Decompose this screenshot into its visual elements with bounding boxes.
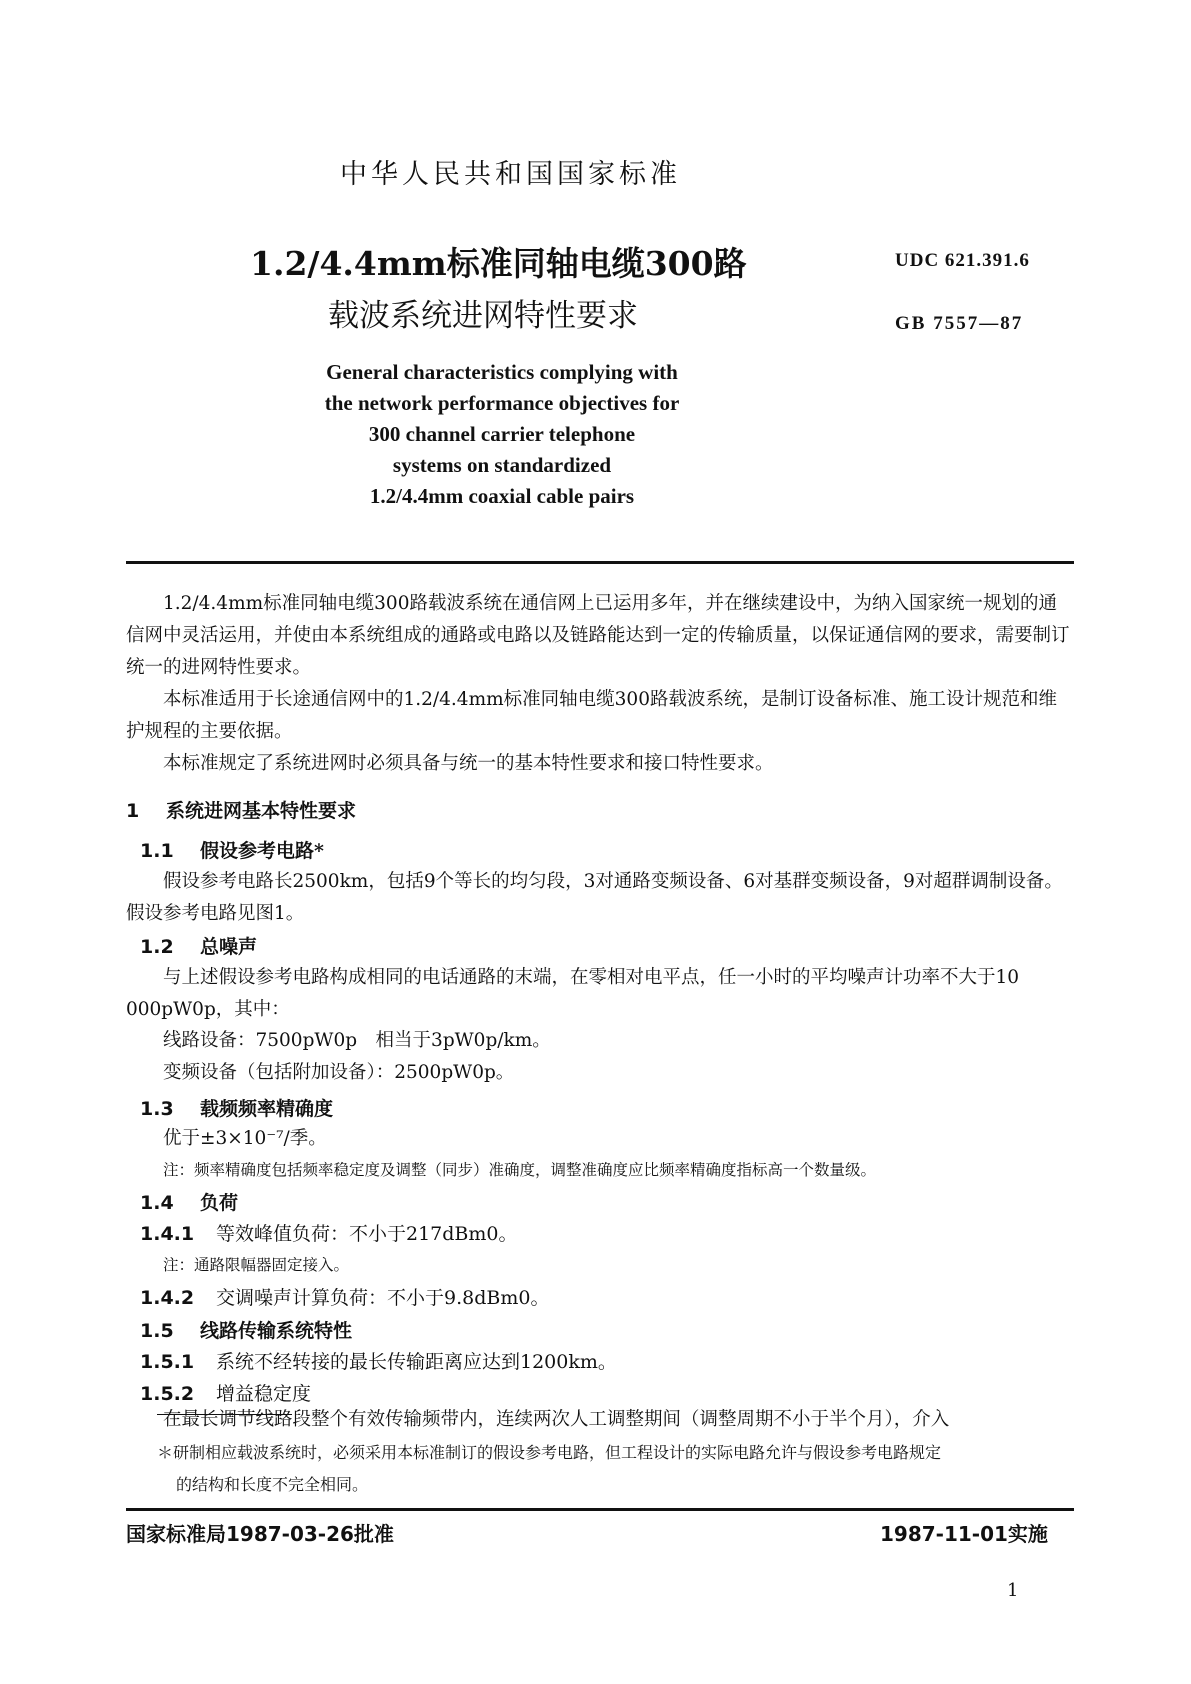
section-1-1-body: 假设参考电路长2500km，包括9个等长的均匀段，3对通路变频设备、6对基群变频设备，9对超群调制设备。假设参考电路见图1。 [126,871,1063,924]
section-text: 增益稳定度 [216,1383,312,1405]
footnote-line-2: 的结构和长度不完全相同。 [176,1475,369,1494]
approval-date: 国家标准局1987-03-26批准 [126,1522,394,1546]
section-1-4-2-item [140,1283,549,1310]
english-title-line: 300 channel carrier telephone [368,422,636,446]
section-1-3-heading [140,1094,333,1121]
footnote-line-1: ＊研制相应载波系统时，必须采用本标准制订的假设参考电路，但工程设计的实际电路允许与假设参考电路规定 [157,1443,942,1462]
intro-paragraph-2: 本标准适用于长途通信网中的1.2/4.4mm标准同轴电缆300路载波系统，是制订设备标准、施工设计规范和维护规程的主要依据。 [126,689,1057,742]
section-1-5-2-item [140,1379,311,1406]
section-number: 1 [126,800,140,822]
title-line-2: 载波系统进网特性要求 [328,298,638,334]
section-1-5-1-item [140,1347,617,1374]
section-1-2-line-equipment: 线路设备：7500pW0p 相当于3pW0p/km。 [163,1030,551,1051]
section-1-heading [126,796,356,823]
english-title-line: 1.2/4.4mm coaxial cable pairs [369,484,635,508]
udc-code: UDC 621.391.6 [895,250,1030,271]
english-title-line: systems on standardized [392,453,612,477]
section-title: 线路传输系统特性 [200,1320,353,1342]
section-1-4-1-item [140,1219,518,1246]
section-title: 假设参考电路* [200,840,324,862]
title-line-1: 1.2/4.4mm标准同轴电缆300路 [250,244,747,283]
section-number: 1.5.1 [140,1351,195,1373]
section-1-1-heading [140,836,324,863]
section-1-2-conversion-equipment: 变频设备（包括附加设备）：2500pW0p。 [163,1062,515,1083]
section-number: 1.1 [140,840,174,862]
section-number: 1.4.1 [140,1223,195,1245]
section-number: 1.5.2 [140,1383,195,1405]
footnote-divider [157,1414,292,1415]
section-number: 1.5 [140,1320,174,1342]
nation-standard-heading: 中华人民共和国国家标准 [340,159,681,190]
intro-paragraph-3: 本标准规定了系统进网时必须具备与统一的基本特性要求和接口特性要求。 [163,753,774,774]
intro-paragraph-1: 1.2/4.4mm标准同轴电缆300路载波系统在通信网上已运用多年，并在继续建设中，为纳入国家统一规划的通信网中灵活运用，并使由本系统组成的通路或电路以及链路能达到一定的传输质量，以保证通信网的要求，需要制订统一的进网特性要求。 [126,593,1070,678]
section-number: 1.2 [140,936,174,958]
section-1-5-2-body: 在最长调节线路段整个有效传输频带内，连续两次人工调整期间（调整周期不小于半个月），介入 [163,1409,950,1430]
section-1-2-body: 与上述假设参考电路构成相同的电话通路的末端，在零相对电平点，任一小时的平均噪声计功率不大于10 000pW0p，其中： [126,967,1020,1020]
section-1-5-heading [140,1316,352,1343]
footer-divider [126,1508,1074,1511]
page-number: 1 [1007,1580,1019,1601]
section-number: 1.4.2 [140,1287,195,1309]
english-title-line: the network performance objectives for [324,391,680,415]
section-1-4-1-note: 注：通路限幅器固定接入。 [163,1256,350,1274]
section-text: 系统不经转接的最长传输距离应达到1200km。 [216,1351,617,1373]
header-divider [126,561,1074,564]
section-1-2-heading [140,932,257,959]
section-1-4-heading [140,1188,238,1215]
section-title: 负荷 [200,1192,239,1214]
section-number: 1.4 [140,1192,174,1214]
section-title: 系统进网基本特性要求 [166,800,357,822]
section-text: 等效峰值负荷：不小于217dBm0。 [216,1223,518,1245]
section-1-3-body: 优于±3×10⁻⁷/季。 [163,1128,327,1149]
english-title-line: General characteristics complying with [326,360,678,384]
gb-code: GB 7557—87 [895,313,1024,334]
section-1-3-note: 注：频率精确度包括频率稳定度及调整（同步）准确度，调整准确度应比频率精确度指标高一个数量级。 [163,1161,877,1179]
section-title: 载频频率精确度 [200,1098,334,1120]
section-number: 1.3 [140,1098,174,1120]
section-text: 交调噪声计算负荷：不小于9.8dBm0。 [216,1287,550,1309]
section-title: 总噪声 [200,936,258,958]
effective-date: 1987-11-01实施 [880,1522,1048,1546]
